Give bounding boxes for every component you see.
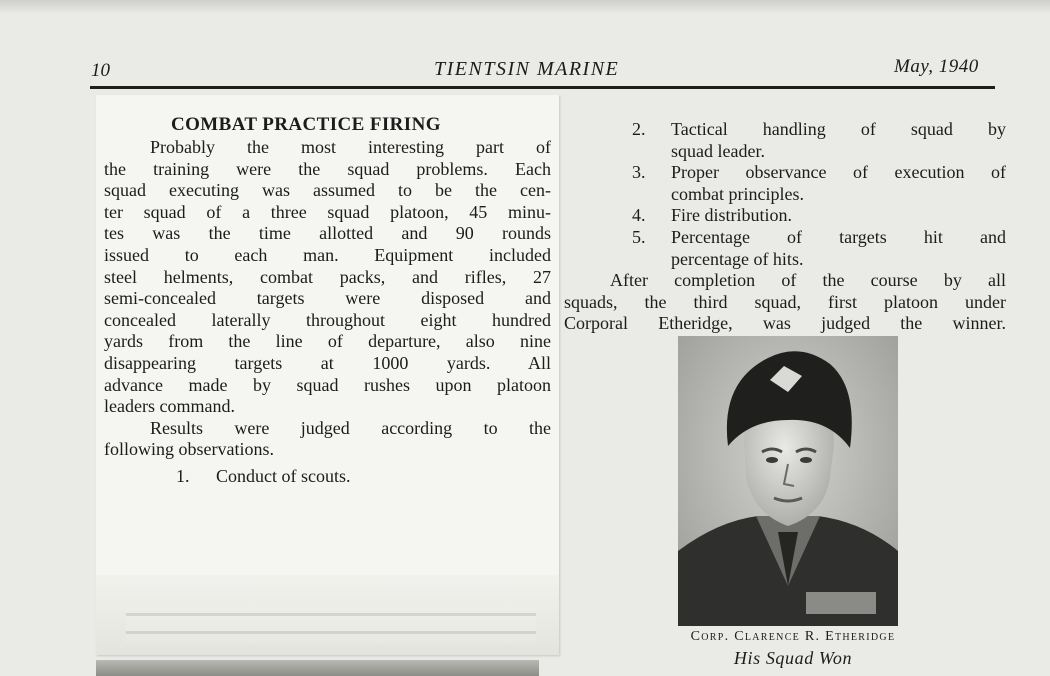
caption-name-text: Corp. Clarence R. Etheridge xyxy=(690,629,896,644)
portrait-illustration xyxy=(678,336,898,626)
observation-number: 5. xyxy=(632,226,646,247)
body-line: leaders command. xyxy=(104,396,235,417)
observation-text: Percentage of targets hit and xyxy=(671,226,1006,247)
publication-title: TIENTSIN MARINE xyxy=(434,58,620,80)
body-line: steel helments, combat packs, and rifles, 27 xyxy=(104,266,551,287)
article-left-column xyxy=(104,137,551,461)
observation-item-4 xyxy=(564,205,1006,227)
results-line: Results were judged according to the xyxy=(150,417,551,438)
body-line: the training were the squad problems. Each xyxy=(104,158,551,179)
observation-text: combat principles. xyxy=(671,183,804,204)
body-line: tes was the time allotted and 90 rounds xyxy=(104,223,551,244)
results-line: following observations. xyxy=(104,439,274,460)
observation-item-2 xyxy=(564,119,1006,162)
corporal-portrait-photo xyxy=(678,336,898,626)
observation-item-3 xyxy=(564,162,1006,205)
body-line: disappearing targets at 1000 yards. All xyxy=(104,352,551,373)
article-title: COMBAT PRACTICE FIRING xyxy=(171,114,441,135)
body-line: issued to each man. Equipment included xyxy=(104,244,551,265)
observation-number: 3. xyxy=(632,162,646,183)
body-line: squad executing was assumed to be the cen- xyxy=(104,180,551,201)
page-header xyxy=(0,52,1050,92)
body-line: advance made by squad rushes upon platoon xyxy=(104,374,551,395)
observation-text: Conduct of scouts. xyxy=(216,466,351,486)
issue-date: May, 1940 xyxy=(894,56,979,77)
body-line: Probably the most interesting part of xyxy=(150,137,551,157)
body-line: yards from the line of departure, also nine xyxy=(104,331,551,352)
page-number: 10 xyxy=(91,60,110,81)
body-line: semi-concealed targets were disposed and xyxy=(104,288,551,309)
article-right-column xyxy=(564,119,1006,335)
observation-item-1 xyxy=(176,466,351,488)
photo-caption-name xyxy=(651,629,935,645)
body-line: ter squad of a three squad platoon, 45 minu- xyxy=(104,201,551,222)
next-photo-edge xyxy=(96,660,539,676)
page-edge-shadow xyxy=(0,0,1050,14)
observation-number: 1. xyxy=(176,466,190,486)
conclusion-line: Corporal Etheridge, was judged the winner. xyxy=(564,313,1006,334)
body-line: concealed laterally throughout eight hundred xyxy=(104,309,551,330)
observation-text: Proper observance of execution of xyxy=(671,162,1006,183)
observation-text: Tactical handling of squad by xyxy=(671,119,1006,139)
show-through-caption xyxy=(126,607,536,643)
observation-text: Fire distribution. xyxy=(671,205,792,226)
conclusion-line: After completion of the course by all xyxy=(610,270,1006,291)
observation-item-5 xyxy=(564,227,1006,270)
header-rule xyxy=(90,86,995,89)
observation-number: 4. xyxy=(632,205,646,226)
observation-number: 2. xyxy=(632,119,646,139)
photo-caption-subtitle: His Squad Won xyxy=(733,648,853,668)
observation-text: squad leader. xyxy=(671,140,765,161)
conclusion-line: squads, the third squad, first platoon under xyxy=(564,291,1006,312)
observation-text: percentage of hits. xyxy=(671,248,804,269)
